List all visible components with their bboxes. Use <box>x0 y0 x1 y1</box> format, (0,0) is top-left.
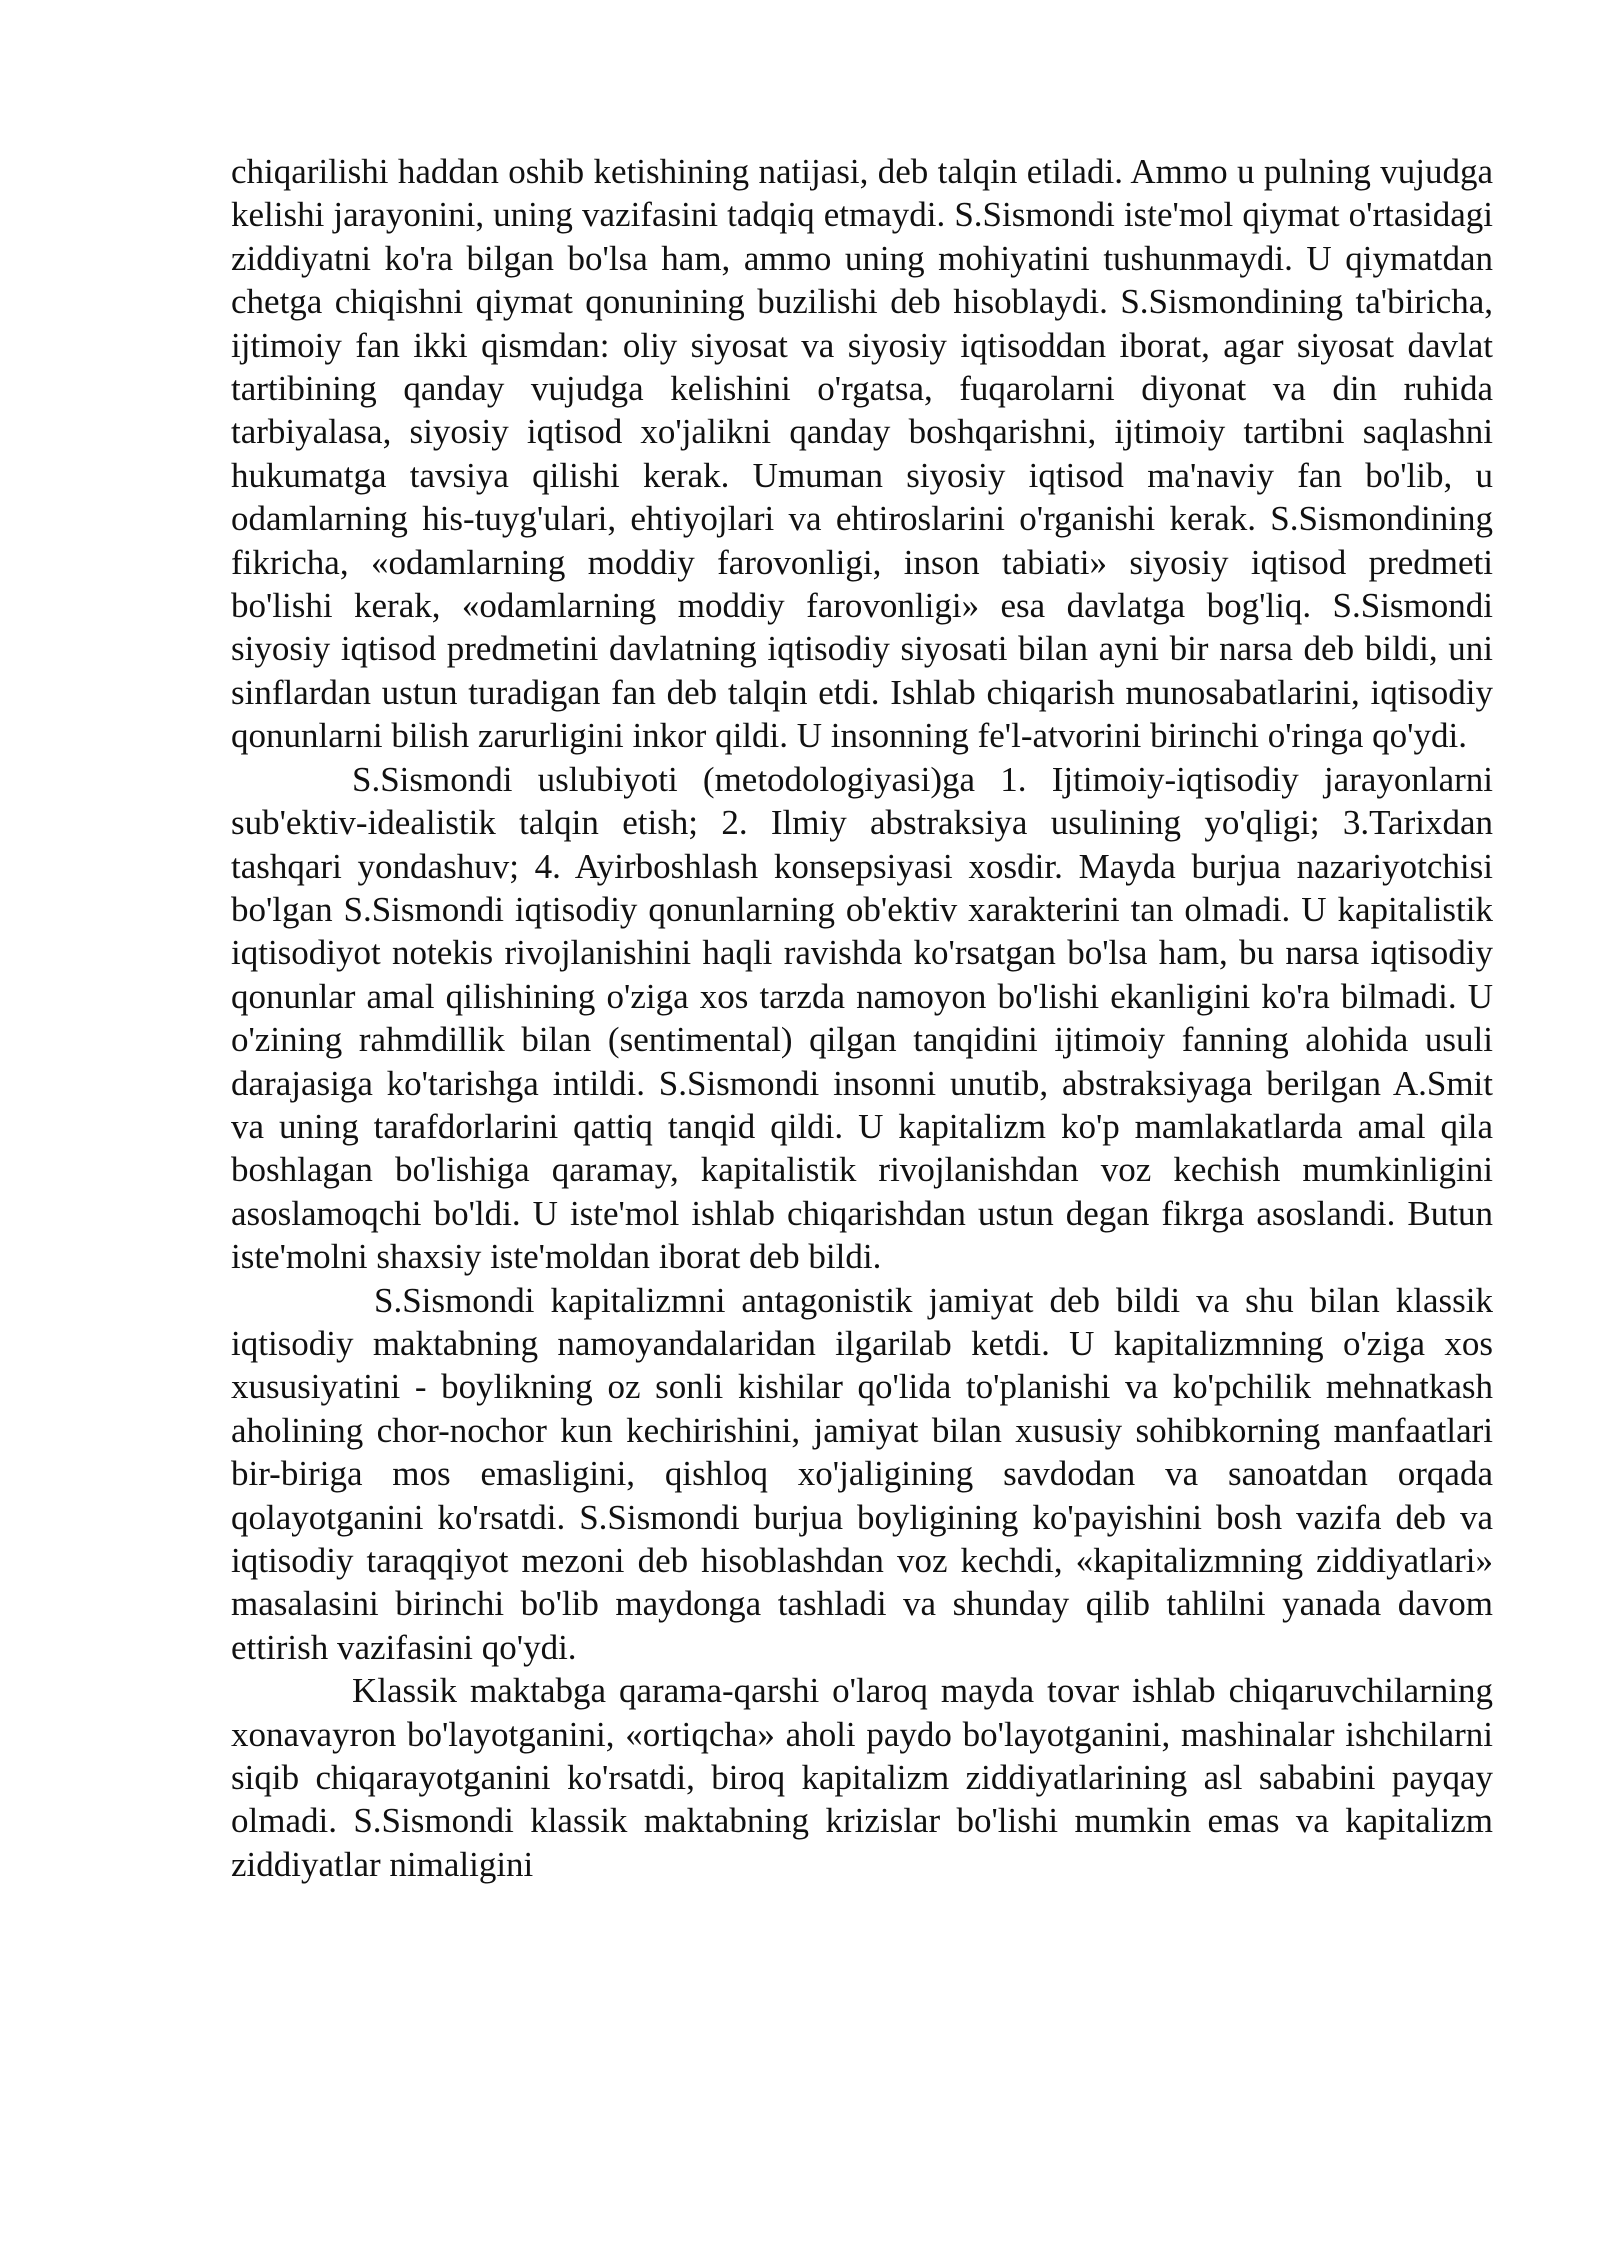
paragraph: chiqarilishi haddan oshib ketishining natijasi, deb talqin etiladi. Ammo u pulning vujudga kelishi jarayonini, uning vazifasini tadqiq etmaydi. S.Sismondi iste'mol qiymat o'rtasidagi ziddiyatni ko'ra bilgan bo'lsa ham, ammo uning mohiyatini tushunmaydi. U qiymatdan chetga chiqishni qiymat qonunining buzilishi deb hisoblaydi. S.Sismondining ta'biricha, ijtimoiy fan ikki qismdan: oliy siyosat va siyosiy iqtisoddan iborat, agar siyosat davlat tartibining qanday vujudga kelishini o'rgatsa, fuqarolarni diyonat va din ruhida tarbiyalasa, siyosiy iqtisod xo'jalikni qanday boshqarishni, ijtimoiy tartibni saqlashni hukumatga tavsiya qilishi kerak. Umuman siyosiy iqtisod ma'naviy fan bo'lib, u odamlarning his-tuyg'ulari, ehtiyojlari va ehtiroslarini o'rganishi kerak. S.Sismondining fikricha, «odamlarning moddiy farovonligi, inson tabiati» siyosiy iqtisod predmeti bo'lishi kerak, «odamlarning moddiy farovonligi» esa davlatga bog'liq. S.Sismondi siyosiy iqtisod predmetini davlatning iqtisodiy siyosati bilan ayni bir narsa deb bildi, uni sinflardan ustun turadigan fan deb talqin etdi. Ishlab chiqarish munosabatlarini, iqtisodiy qonunlarni bilish zarurligini inkor qildi. U insonning fe'l-atvorini birinchi o'ringa qo'ydi. <box>231 152 1493 756</box>
paragraph: S.Sismondi uslubiyoti (metodologiyasi)ga 1. Ijtimoiy-iqtisodiy jarayonlarni sub'ektiv-idealistik talqin etish; 2. Ilmiy abstraksiya usulining yo'qligi; 3.Tarixdan tashqari yondashuv; 4. Ayirboshlash konsepsiyasi xosdir. Mayda burjua nazariyotchisi bo'lgan S.Sismondi iqtisodiy qonunlarning ob'ektiv xarakterini tan olmadi. U kapitalistik iqtisodiyot notekis rivojlanishini haqli ravishda ko'rsatgan bo'lsa ham, bu narsa iqtisodiy qonunlar amal qilishining o'ziga xos tarzda namoyon bo'lishi ekanligini ko'ra bilmadi. U o'zining rahmdillik bilan (sentimental) qilgan tanqidini ijtimoiy fanning alohida usuli darajasiga ko'tarishga intildi. S.Sismondi insonni unutib, abstraksiyaga berilgan A.Smit va uning tarafdorlarini qattiq tanqid qildi. U kapitalizm ko'p mamlakatlarda amal qila boshlagan bo'lishiga qaramay, kapitalistik rivojlanishdan voz kechish mumkinligini asoslamoqchi bo'ldi. U iste'mol ishlab chiqarishdan ustun degan fikrga asoslandi. Butun iste'molni shaxsiy iste'moldan iborat deb bildi. <box>231 759 1493 1277</box>
document-body <box>231 150 1493 1886</box>
paragraph: S.Sismondi kapitalizmni antagonistik jamiyat deb bildi va shu bilan klassik iqtisodiy maktabning namoyandalaridan ilgarilab ketdi. U kapitalizmning o'ziga xos xususiyatini - boylikning oz sonli kishilar qo'lida to'planishi va ko'pchilik mehnatkash aholining chor-nochor kun kechirishini, jamiyat bilan xususiy sohibkorning manfaatlari bir-biriga mos emasligini, qishloq xo'jaligining savdodan va sanoatdan orqada qolayotganini ko'rsatdi. S.Sismondi burjua boyligining ko'payishini bosh vazifa deb va iqtisodiy taraqqiyot mezoni deb hisoblashdan voz kechdi, «kapitalizmning ziddiyatlari» masalasini birinchi bo'lib maydonga tashladi va shunday qilib tahlilni yanada davom ettirish vazifasini qo'ydi. <box>231 1280 1493 1667</box>
paragraph: Klassik maktabga qarama-qarshi o'laroq mayda tovar ishlab chiqaruvchilarning xonavayron bo'layotganini, «ortiqcha» aholi paydo bo'layotganini, mashinalar ishchilarni siqib chiqarayotganini ko'rsatdi, biroq kapitalizm ziddiyatlarining asl sababini payqay olmadi. S.Sismondi klassik maktabning krizislar bo'lishi mumkin emas va kapitalizm ziddiyatlar nimaligini <box>231 1671 1493 1884</box>
